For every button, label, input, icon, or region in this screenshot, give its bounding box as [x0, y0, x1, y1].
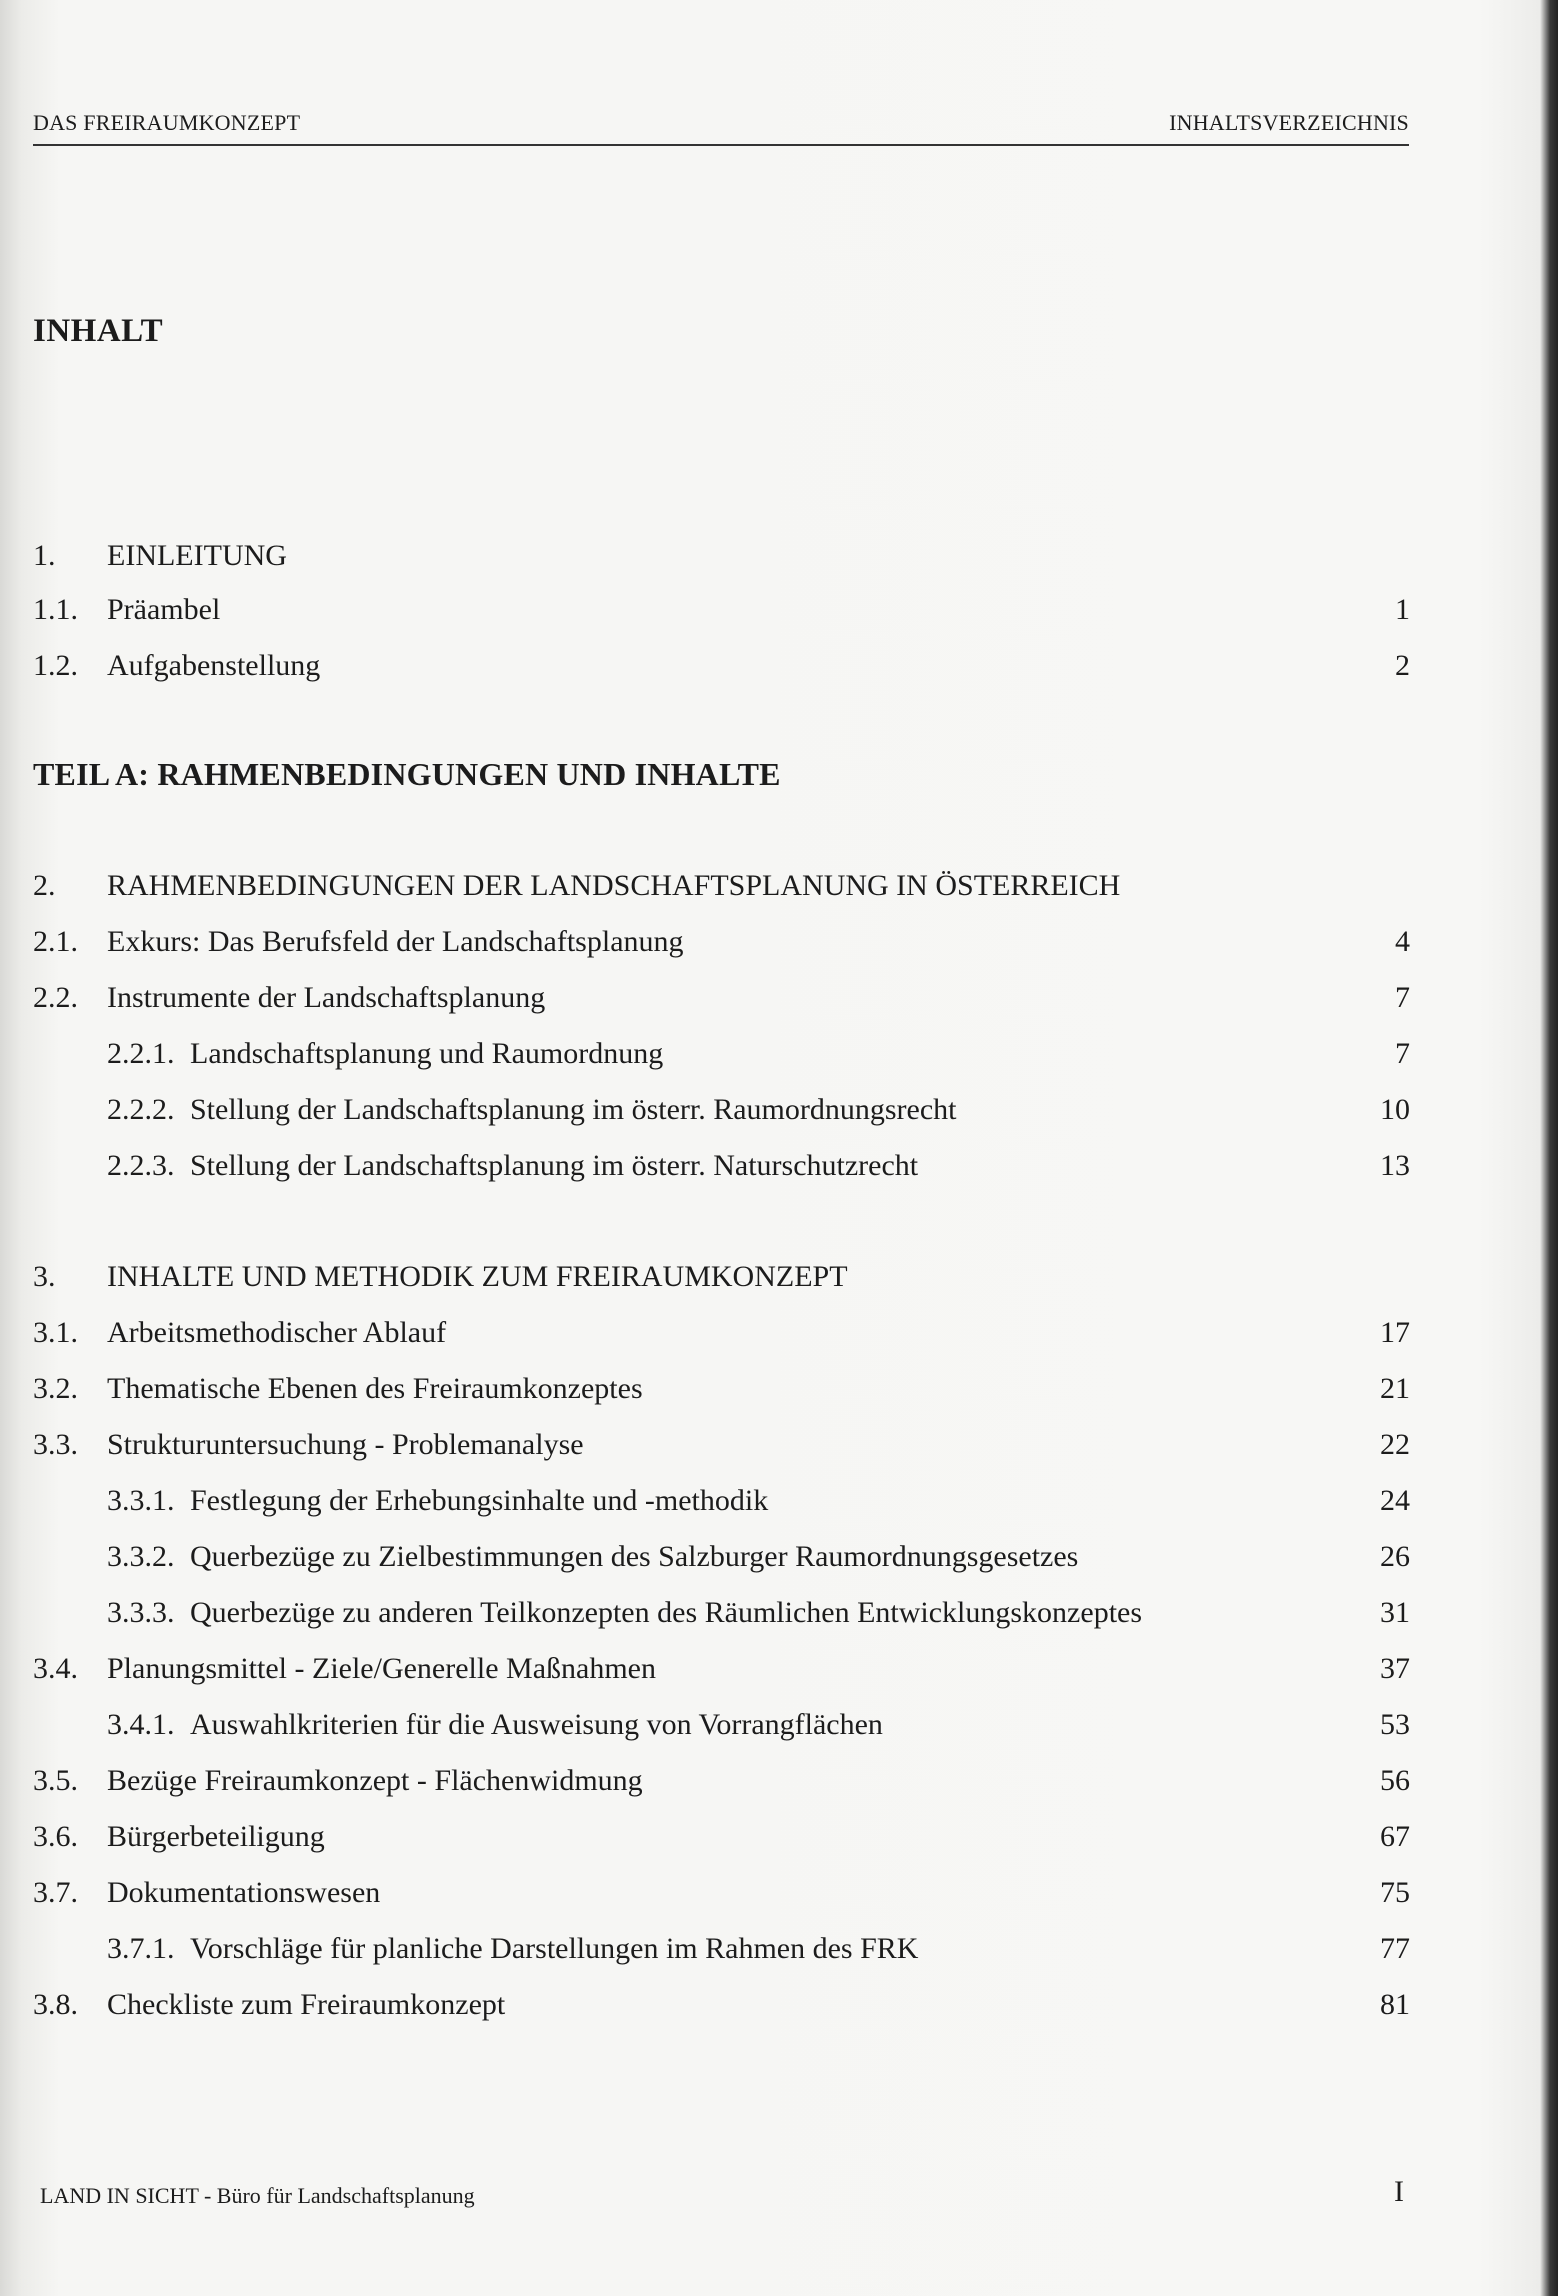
toc-entry-3-3-2: [0, 1537, 1420, 1577]
toc-text: Stellung der Landschaftsplanung im österr. Naturschutzrecht: [190, 1149, 919, 1182]
toc-entry-3: [0, 1257, 1420, 1297]
toc-text: Landschaftsplanung und Raumordnung: [190, 1037, 664, 1070]
toc-number: 3.3.2.: [107, 1540, 175, 1573]
toc-text: INHALTE UND METHODIK ZUM FREIRAUMKONZEPT: [107, 1260, 848, 1293]
toc-text: Bezüge Freiraumkonzept - Flächenwidmung: [107, 1764, 643, 1797]
toc-text: Auswahlkriterien für die Ausweisung von Vorrangflächen: [190, 1708, 883, 1741]
toc-page-number: 21: [1380, 1372, 1410, 1405]
toc-number: 3.2.: [33, 1372, 78, 1405]
toc-number: 1.2.: [33, 649, 78, 682]
toc-text: Vorschläge für planliche Darstellungen im Rahmen des FRK: [190, 1932, 919, 1965]
toc-entry-2-2-3: [0, 1146, 1420, 1186]
toc-page-number: 17: [1380, 1316, 1410, 1349]
toc-page-number: 75: [1380, 1876, 1410, 1909]
toc-text: Arbeitsmethodischer Ablauf: [107, 1316, 447, 1349]
toc-number: 2.2.3.: [107, 1149, 175, 1182]
toc-entry-2-1: [0, 922, 1420, 962]
toc-number: 3.6.: [33, 1820, 78, 1853]
part-a-title: TEIL A: RAHMENBEDINGUNGEN UND INHALTE: [33, 756, 781, 792]
toc-page-number: 31: [1380, 1596, 1410, 1629]
toc-number: 3.3.3.: [107, 1596, 175, 1629]
toc-page-number: 81: [1380, 1988, 1410, 2021]
toc-text: RAHMENBEDINGUNGEN DER LANDSCHAFTSPLANUNG IN ÖSTERREICH: [107, 869, 1121, 902]
toc-page-number: 13: [1380, 1149, 1410, 1182]
toc-entry-2: [0, 866, 1420, 906]
toc-page-number: 53: [1380, 1708, 1410, 1741]
page-title: INHALT: [33, 313, 164, 349]
toc-page-number: 7: [1395, 1037, 1410, 1070]
toc-page-number: 77: [1380, 1932, 1410, 1965]
toc-text: Checkliste zum Freiraumkonzept: [107, 1988, 506, 2021]
toc-entry-3-5: [0, 1761, 1420, 1801]
toc-number: 3.1.: [33, 1316, 78, 1349]
toc-entry-3-4-1: [0, 1705, 1420, 1745]
toc-number: 3.4.1.: [107, 1708, 175, 1741]
toc-page-number: 2: [1395, 649, 1410, 682]
page-footer: LAND IN SICHT - Büro für Landschaftsplanung: [40, 2183, 475, 2208]
toc-text: Instrumente der Landschaftsplanung: [107, 981, 546, 1014]
toc-text: EINLEITUNG: [107, 539, 287, 572]
toc-number: 3.7.: [33, 1876, 78, 1909]
toc-entry-3-3: [0, 1425, 1420, 1465]
toc-number: 3.4.: [33, 1652, 78, 1685]
toc-entry-3-7-1: [0, 1929, 1420, 1969]
toc-entry-1: [0, 536, 1420, 576]
toc-number: 3.3.1.: [107, 1484, 175, 1517]
toc-text: Querbezüge zu anderen Teilkonzepten des Räumlichen Entwicklungskonzeptes: [190, 1596, 1143, 1629]
toc-number: 1.1.: [33, 593, 78, 626]
toc-number: 1.: [33, 539, 56, 572]
toc-entry-3-3-1: [0, 1481, 1420, 1521]
header-left-text: DAS FREIRAUMKONZEPT: [33, 110, 301, 135]
toc-page-number: 4: [1395, 925, 1410, 958]
toc-text: Dokumentationswesen: [107, 1876, 381, 1909]
footer-page-number: I: [1394, 2175, 1404, 2208]
toc-number: 3.: [33, 1260, 56, 1293]
toc-text: Aufgabenstellung: [107, 649, 321, 682]
toc-entry-3-3-3: [0, 1593, 1420, 1633]
toc-page-number: 24: [1380, 1484, 1410, 1517]
toc-number: 3.8.: [33, 1988, 78, 2021]
toc-text: Stellung der Landschaftsplanung im österr. Raumordnungsrecht: [190, 1093, 957, 1126]
toc-page-number: 10: [1380, 1093, 1410, 1126]
toc-number: 2.2.: [33, 981, 78, 1014]
toc-entry-3-7: [0, 1873, 1420, 1913]
toc-entry-3-1: [0, 1313, 1420, 1353]
toc-text: Strukturuntersuchung - Problemanalyse: [107, 1428, 584, 1461]
toc-entry-3-2: [0, 1369, 1420, 1409]
toc-entry-3-8: [0, 1985, 1420, 2025]
toc-text: Exkurs: Das Berufsfeld der Landschaftsplanung: [107, 925, 684, 958]
toc-entry-1-1: [0, 590, 1420, 630]
toc-page-number: 67: [1380, 1820, 1410, 1853]
toc-number: 2.2.2.: [107, 1093, 175, 1126]
toc-text: Festlegung der Erhebungsinhalte und -methodik: [190, 1484, 769, 1517]
toc-text: Planungsmittel - Ziele/Generelle Maßnahmen: [107, 1652, 656, 1685]
toc-text: Querbezüge zu Zielbestimmungen des Salzburger Raumordnungsgesetzes: [190, 1540, 1079, 1573]
toc-entry-2-2-1: [0, 1034, 1420, 1074]
toc-entry-2-2: [0, 978, 1420, 1018]
toc-number: 2.1.: [33, 925, 78, 958]
toc-page-number: 56: [1380, 1764, 1410, 1797]
toc-text: Thematische Ebenen des Freiraumkonzeptes: [107, 1372, 643, 1405]
toc-entry-2-2-2: [0, 1090, 1420, 1130]
toc-page-number: 22: [1380, 1428, 1410, 1461]
toc-entry-1-2: [0, 646, 1420, 686]
toc-number: 3.7.1.: [107, 1932, 175, 1965]
toc-page-number: 26: [1380, 1540, 1410, 1573]
toc-page-number: 7: [1395, 981, 1410, 1014]
toc-number: 3.3.: [33, 1428, 78, 1461]
header-right-text: INHALTSVERZEICHNIS: [1169, 110, 1409, 135]
toc-page-number: 37: [1380, 1652, 1410, 1685]
toc-number: 3.5.: [33, 1764, 78, 1797]
toc-page-number: 1: [1395, 593, 1410, 626]
page-header: [33, 104, 1409, 146]
toc-entry-3-6: [0, 1817, 1420, 1857]
toc-text: Bürgerbeteiligung: [107, 1820, 325, 1853]
toc-text: Präambel: [107, 593, 221, 626]
toc-number: 2.: [33, 869, 56, 902]
toc-entry-3-4: [0, 1649, 1420, 1689]
toc-number: 2.2.1.: [107, 1037, 175, 1070]
